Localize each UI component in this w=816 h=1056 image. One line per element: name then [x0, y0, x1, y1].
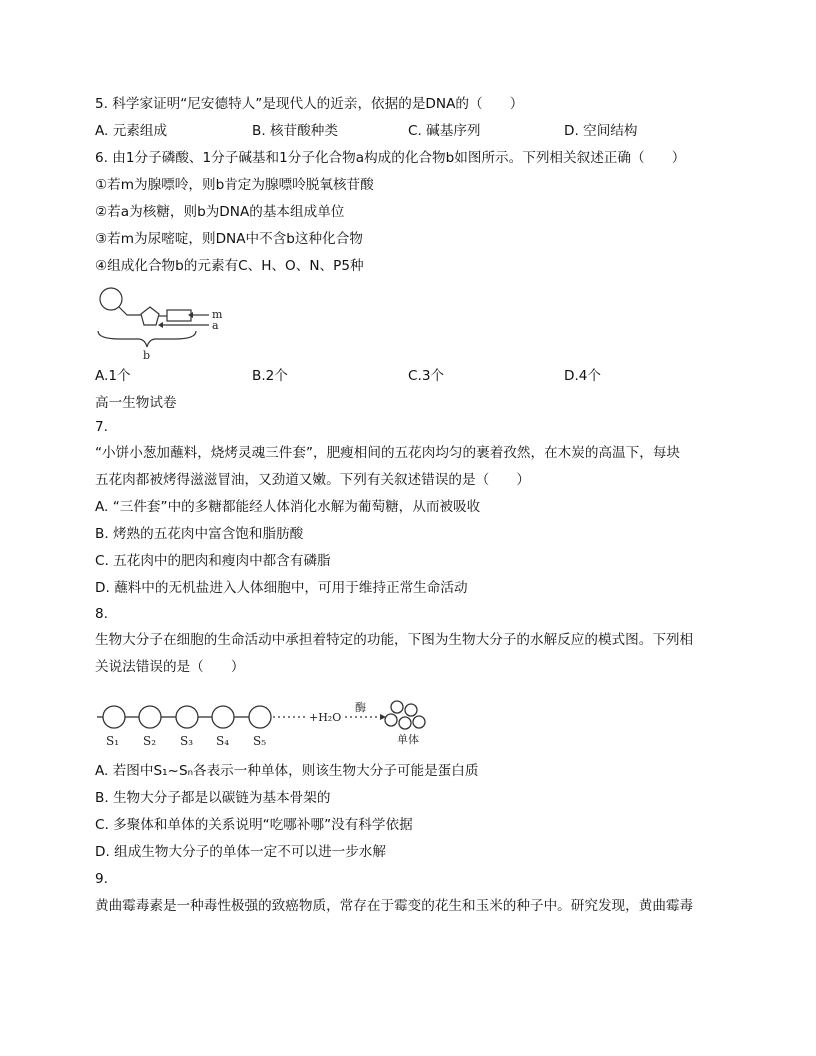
monomer-circle-s1 [103, 706, 125, 728]
q7-option-a: A. “三件套”中的多糖都能经人体消化水解为葡萄糖，从而被吸收 [95, 499, 481, 515]
q6-statement-4: ④组成化合物b的元素有C、H、O、N、P5种 [95, 258, 364, 274]
q7-option-d: D. 蘸料中的无机盐进入人体细胞中，可用于维持正常生命活动 [95, 580, 468, 596]
q7-option-c: C. 五花肉中的肥肉和瘦肉中都含有磷脂 [95, 553, 331, 569]
q6-statement-1: ①若m为腺嘌呤，则b肯定为腺嘌呤脱氧核苷酸 [95, 177, 374, 193]
q9-stem-line: 黄曲霉毒素是一种毒性极强的致癌物质，常存在于霉变的花生和玉米的种子中。研究发现，黄曲霉毒 [95, 898, 694, 914]
q8-option-a: A. 若图中S₁~Sₙ各表示一种单体，则该生物大分子可能是蛋白质 [95, 763, 479, 779]
s-label-1: S₁ [106, 734, 120, 748]
q8-stem-line-1: 生物大分子在细胞的生命活动中承担着特定的功能，下图为生物大分子的水解反应的模式图。下列相 [95, 632, 694, 648]
q6-statement-2: ②若a为核糖，则b为DNA的基本组成单位 [95, 204, 345, 220]
q5-option-d: D. 空间结构 [564, 123, 638, 139]
q6-option-a: A.1个 [95, 368, 131, 384]
q5-option-b: B. 核苷酸种类 [252, 123, 338, 139]
s-label-4: S₄ [216, 734, 230, 748]
s-label-2: S₂ [143, 734, 157, 748]
free-monomer [399, 717, 411, 729]
q8-option-b: B. 生物大分子都是以碳链为基本骨架的 [95, 790, 331, 806]
phosphate-circle [100, 288, 122, 310]
q8-stem-line-2: 关说法错误的是（ ） [95, 659, 245, 675]
monomer-circle-s3 [176, 706, 198, 728]
section-label: 高一生物试卷 [95, 395, 177, 411]
q6-option-c: C.3个 [408, 368, 445, 384]
free-monomer [405, 704, 417, 716]
q5-option-c: C. 碱基序列 [408, 123, 481, 139]
m-label: m [212, 308, 223, 321]
q7-number: 7. [95, 419, 108, 435]
b-brace [98, 331, 196, 347]
q6-stem: 6. 由1分子磷酸、1分子碱基和1分子化合物a构成的化合物b如图所示。下列相关叙述正确（ ） [95, 150, 686, 166]
b-label: b [143, 349, 151, 362]
monomer-circle-s4 [212, 706, 234, 728]
q8-option-c: C. 多聚体和单体的关系说明“吃哪补哪”没有科学依据 [95, 817, 413, 833]
q8-option-d: D. 组成生物大分子的单体一定不可以进一步水解 [95, 844, 386, 860]
sugar-pentagon [141, 307, 159, 325]
free-monomer [413, 716, 425, 728]
water-label: +H₂O [309, 711, 342, 724]
monomer-label: 单体 [397, 733, 419, 746]
q6-option-d: D.4个 [564, 368, 602, 384]
monomer-circle-s5 [249, 706, 271, 728]
base-rectangle [167, 310, 191, 321]
q7-stem-line-2: 五花肉都被烤得滋滋冒油，又劲道又嫩。下列有关叙述错误的是（ ） [95, 472, 530, 488]
q6-statement-3: ③若m为尿嘧啶，则DNA中不含b这种化合物 [95, 231, 363, 247]
free-monomer [391, 701, 403, 713]
hydrolysis-figure [95, 695, 435, 757]
monomer-circle-s2 [139, 706, 161, 728]
q6-option-b: B.2个 [252, 368, 288, 384]
s-label-3: S₃ [180, 734, 194, 748]
q5-stem: 5. 科学家证明“尼安德特人”是现代人的近亲，依据的是DNA的（ ） [95, 96, 524, 112]
q8-number: 8. [95, 606, 108, 622]
q7-stem-line-1: “小饼小葱加蘸料，烧烤灵魂三件套”，肥瘦相间的五花肉均匀的裹着孜然，在木炭的高温下，每块 [95, 445, 681, 461]
enzyme-label: 酶 [355, 701, 366, 714]
s-label-5: S₅ [253, 734, 267, 748]
q7-option-b: B. 烤熟的五花肉中富含饱和脂肪酸 [95, 526, 304, 542]
phosphate-sugar-bond [119, 307, 141, 315]
q5-option-a: A. 元素组成 [95, 123, 168, 139]
free-monomer [385, 714, 397, 726]
a-label: a [212, 319, 219, 332]
q9-number: 9. [95, 871, 108, 887]
nucleotide-figure [95, 285, 230, 363]
